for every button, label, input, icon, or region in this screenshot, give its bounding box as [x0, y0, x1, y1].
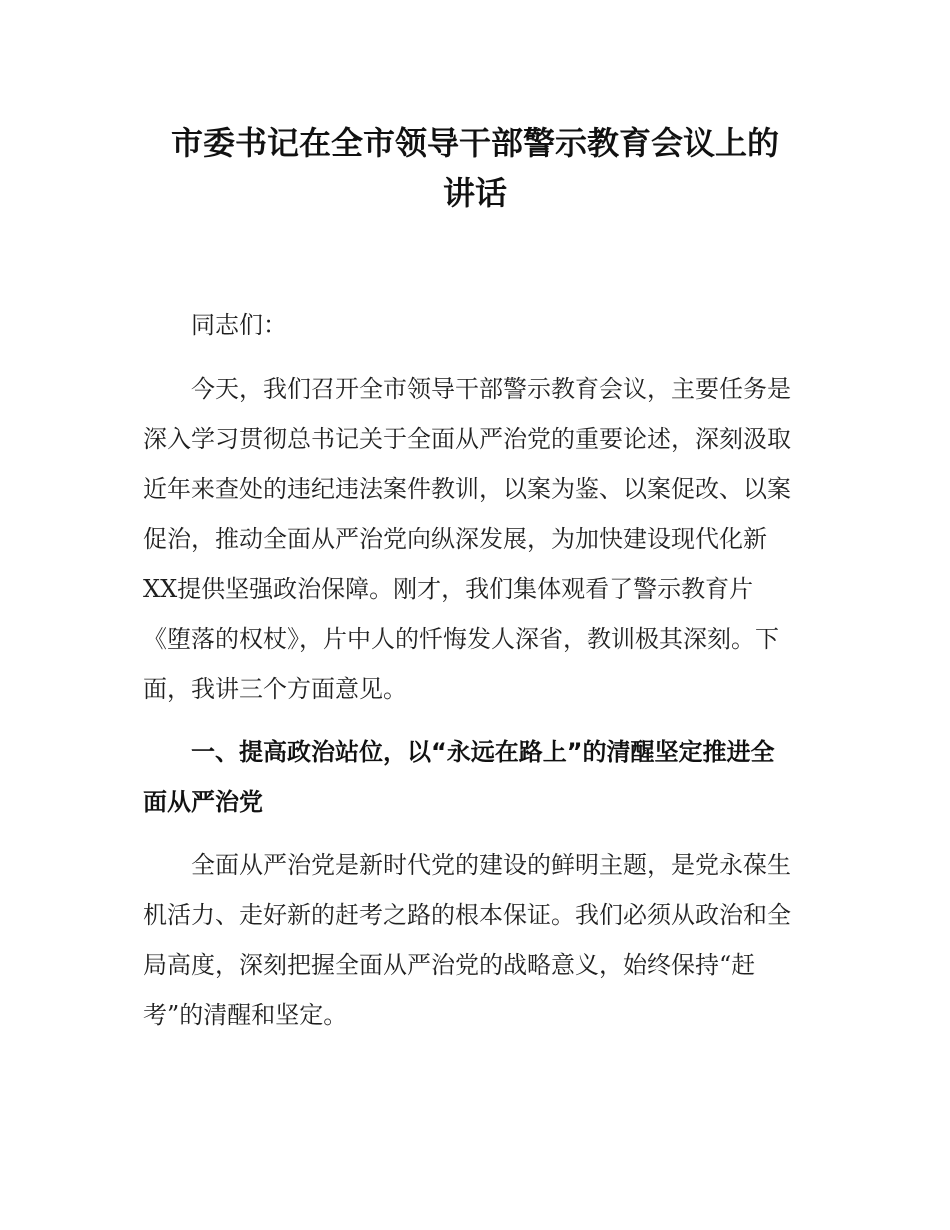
paragraph-intro: [143, 364, 813, 714]
title-line: 市委书记在全市领导干部警示教育会议上的: [170, 124, 779, 162]
paragraph-line: 全面从严治党是新时代党的建设的鲜明主题，是党永葆生: [191, 851, 791, 879]
paragraph-line: XX提供坚强政治保障。刚才，我们集体观看了警示教育片: [143, 575, 754, 603]
section-heading: [143, 727, 813, 827]
heading-line: 面从严治党: [143, 788, 263, 816]
paragraph-line: 《堕落的权杖》，片中人的忏悔发人深省，教训极其深刻。下: [143, 625, 779, 653]
heading-line: 一、提高政治站位，以“永远在路上”的清醒坚定推进全: [191, 738, 775, 766]
paragraph-line: 深入学习贯彻总书记关于全面从严治党的重要论述，深刻汲取: [143, 425, 791, 453]
paragraph-line: 今天，我们召开全市领导干部警示教育会议，主要任务是: [191, 375, 791, 403]
title-line: 讲话: [442, 174, 507, 212]
greeting: [143, 300, 813, 350]
document-title: [100, 118, 850, 218]
paragraph-line: 局高度，深刻把握全面从严治党的战略意义，始终保持“赶: [143, 951, 756, 979]
paragraph-line: 机活力、走好新的赶考之路的根本保证。我们必须从政治和全: [143, 901, 791, 929]
paragraph-line: 面，我讲三个方面意见。: [143, 675, 407, 703]
paragraph-section1: [143, 840, 813, 1040]
greeting-text: 同志们：: [191, 311, 287, 339]
paragraph-line: 近年来查处的违纪违法案件教训，以案为鉴、以案促改、以案: [143, 475, 791, 503]
paragraph-line: 促治，推动全面从严治党向纵深发展，为加快建设现代化新: [143, 525, 767, 553]
paragraph-line: 考”的清醒和坚定。: [143, 1001, 348, 1029]
